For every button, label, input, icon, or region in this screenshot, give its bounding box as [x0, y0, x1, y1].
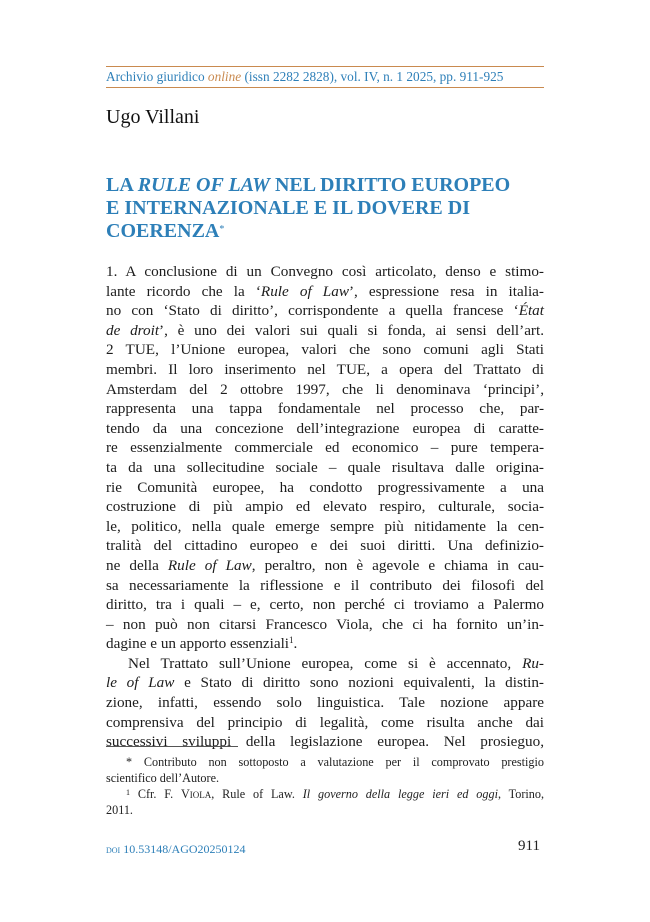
- body-line: – non può non citarsi Francesco Viola, che ci ha fornito un’in-: [106, 615, 544, 633]
- body-line: Nel Trattato sull’Unione europea, come si è accennato, Ru-: [128, 654, 544, 672]
- doi-label: doi: [106, 844, 121, 856]
- author-name: Ugo Villani: [106, 106, 200, 128]
- header-bottom-rule: [106, 87, 544, 88]
- journal-prefix: Archivio giuridico: [106, 69, 208, 84]
- article-title: [106, 174, 546, 243]
- body-line: comprensiva del principio di legalità, come risulta anche dai: [106, 713, 544, 731]
- body-line: successivi sviluppi della legislazione europea. Nel prosieguo,: [106, 733, 544, 751]
- page-number: 911: [518, 838, 540, 854]
- body-line: 1. A conclusione di un Convegno così articolato, denso e stimo-: [106, 263, 544, 280]
- body-line: diritto, tra i quali – e, certo, non perché ci troviamo a Palermo: [106, 596, 544, 614]
- body-line: tralità del cittadino europeo e dei suoi diritti. Una definizio-: [106, 537, 544, 555]
- body-line: ta da una sollecitudine sociale – quale risultava dalle origina-: [106, 458, 544, 476]
- footnotes: [106, 754, 544, 818]
- body-line: sa necessariamente la riflessione e il contributo dei filosofi del: [106, 576, 544, 594]
- title-line-3: [106, 220, 546, 243]
- journal-online: online: [207, 69, 242, 84]
- footnote-star-line-2: scientifico dell’Autore.: [106, 771, 220, 785]
- journal-suffix: (issn 2282 2828), vol. IV, n. 1 2025, pp. 911-925: [241, 69, 504, 84]
- title-line-2: E INTERNAZIONALE E IL DOVERE DI: [106, 197, 470, 219]
- body-line: de droit’, è uno dei valori sui quali si fonda, ai sensi dell’art.: [106, 321, 545, 339]
- footnote-1-line-2: 2011.: [106, 803, 133, 817]
- body-line: no con ‘Stato di diritto’, corrispondente a quella francese ‘État: [106, 302, 544, 320]
- body-line: zione, infatti, essendo solo linguistica. Tale nozione appare: [106, 694, 544, 712]
- title-part-2: RULE OF LAW: [137, 174, 270, 196]
- body-line: re essenzialmente commerciale ed economico – pure tempera-: [106, 439, 544, 457]
- footnote-ref-1[interactable]: 1: [289, 635, 294, 646]
- body-line: Amsterdam del 2 ottobre 1997, che li denominava ‘principi’,: [106, 380, 544, 398]
- body-line: tendo da una concezione dell’integrazione europea di caratte-: [106, 419, 544, 437]
- body-line: rappresenta una tappa fondamentale nel processo che, par-: [106, 400, 544, 418]
- doi-value: 10.53148/AGO20250124: [120, 842, 246, 856]
- footnote-1-author: Viola: [180, 787, 212, 801]
- footnote-1-marker: 1: [126, 788, 130, 797]
- footnote-1-book-title: Il governo della legge ieri ed oggi: [302, 787, 498, 801]
- title-part-3: NEL DIRITTO EUROPEO: [269, 174, 511, 196]
- body-line: le, politico, nella quale emerge sempre più nitidamente la cen-: [106, 517, 544, 535]
- body-line: ne della Rule of Law, peraltro, non è agevole e chiama in cau-: [106, 556, 544, 574]
- body-line: lante ricordo che la ‘Rule of Law’, espressione resa in italia-: [106, 282, 544, 300]
- title-part-1: LA: [106, 174, 138, 196]
- body-line: le of Law e Stato di diritto sono nozioni equivalenti, la distin-: [106, 674, 544, 692]
- body-line: rie Comunità europee, ha condotto progressivamente a una: [106, 478, 544, 496]
- doi-link[interactable]: [106, 842, 246, 857]
- footnote-star-line-1: * Contributo non sottoposto a valutazione per il comprovato prestigio: [126, 755, 544, 769]
- title-line-1: [106, 174, 546, 197]
- body-line: dagine e un apporto essenziali$^1$.: [106, 635, 298, 653]
- header-top-rule: [106, 66, 544, 67]
- body-line: membri. Il loro inserimento nel TUE, a opera del Trattato di: [106, 360, 544, 378]
- title-line-3-text: COERENZA: [106, 220, 220, 242]
- footnote-1-line-1: $^1$ Cfr. F. Viola, Rule of Law. Il governo della legge ieri ed oggi, Torino,: [126, 787, 544, 801]
- title-footnote-marker: *: [219, 224, 225, 235]
- body-line: 2 TUE, l’Unione europea, valori che sono comuni agli Stati: [106, 341, 544, 359]
- body-line: costruzione di più ampio ed elevato respiro, culturale, socia-: [106, 498, 544, 516]
- journal-header: [106, 69, 544, 85]
- footnote-separator: [106, 746, 238, 747]
- article-body: [106, 262, 544, 752]
